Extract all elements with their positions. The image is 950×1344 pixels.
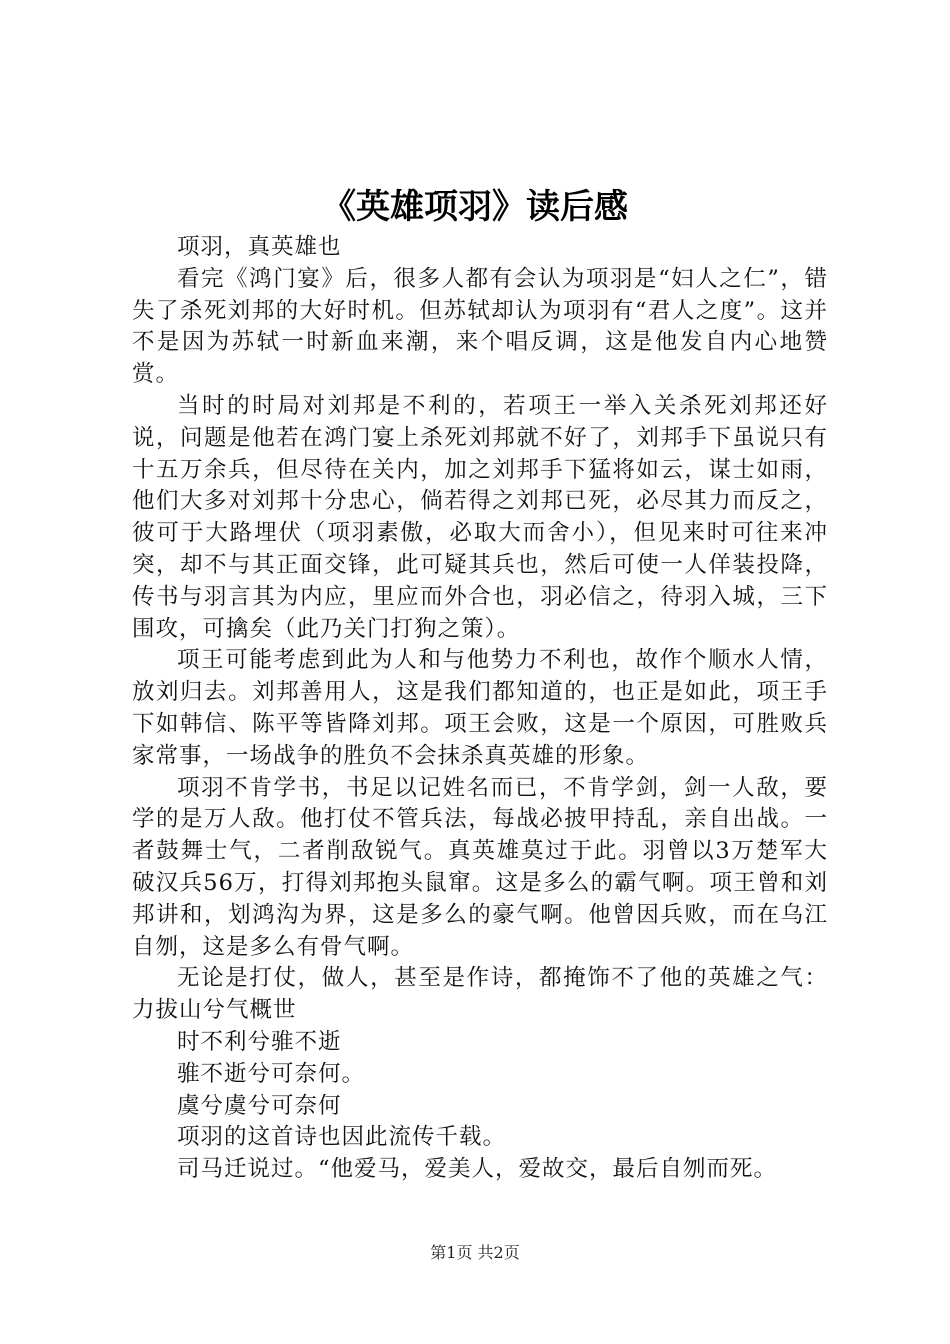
poem-line: 虞兮虞兮可奈何 — [177, 1092, 342, 1119]
paragraph: 看完《鸿门宴》后，很多人都有会认为项羽是“妇人之仁”，错失了杀死刘邦的大好时机。但苏轼却认为项羽有“君人之度”。这并不是因为苏轼一时新血来潮，来个唱反调，这是他发自内心地赞赏。 — [132, 265, 828, 388]
paragraph: 无论是打仗，做人，甚至是作诗，都掩饰不了他的英雄之气：力拔山兮气概世 — [132, 965, 828, 1024]
paragraph: 项王可能考虑到此为人和与他势力不利也，故作个顺水人情，放刘归去。刘邦善用人，这是我们都知道的，也正是如此，项王手下如韩信、陈平等皆降刘邦。项王会败，这是一个原因，可胜败兵家常事，一场战争的胜负不会抹杀真英雄的形象。 — [132, 647, 828, 769]
paragraph: 项羽的这首诗也因此流传千载。 — [177, 1124, 507, 1151]
poem-line: 时不利兮骓不逝 — [177, 1028, 342, 1055]
paragraph: 当时的时局对刘邦是不利的，若项王一举入关杀死刘邦还好说，问题是他若在鸿门宴上杀死刘邦就不好了，刘邦手下虽说只有十五万余兵，但尽待在关内，加之刘邦手下猛将如云，谋士如雨，他们大多对刘邦十分忠心，倘若得之刘邦已死，必尽其力而反之，彼可于大路埋伏（项羽素傲，必取大而舍小），但见来时可往来冲突，却不与其正面交锋，此可疑其兵也，然后可使一人佯装投降，传书与羽言其为内应，里应而外合也，羽必信之，待羽入城，三下围攻，可擒矣（此乃关门打狗之策）。 — [132, 392, 828, 642]
page-footer: 第1页 共2页 — [430, 1243, 520, 1262]
document-title: 《英雄项羽》读后感 — [322, 187, 628, 227]
paragraph: 司马迁说过。“他爱马，爱美人，爱故交，最后自刎而死。 — [177, 1156, 778, 1183]
paragraph: 项羽，真英雄也 — [177, 234, 342, 260]
poem-line: 骓不逝兮可奈何。 — [177, 1060, 366, 1087]
paragraph: 项羽不肯学书，书足以记姓名而已，不肯学剑，剑一人敌，要学的是万人敌。他打仗不管兵法，每战必披甲持乱，亲自出战。一者鼓舞士气，二者削敌锐气。真英雄莫过于此。羽曾以3万楚军大破汉兵56万，打得刘邦抱头鼠窜。这是多么的霸气啊。项王曾和刘邦讲和，划鸿沟为界，这是多么的豪气啊。他曾因兵败，而在乌江自刎，这是多么有骨气啊。 — [132, 774, 828, 960]
document-body — [132, 232, 828, 1186]
